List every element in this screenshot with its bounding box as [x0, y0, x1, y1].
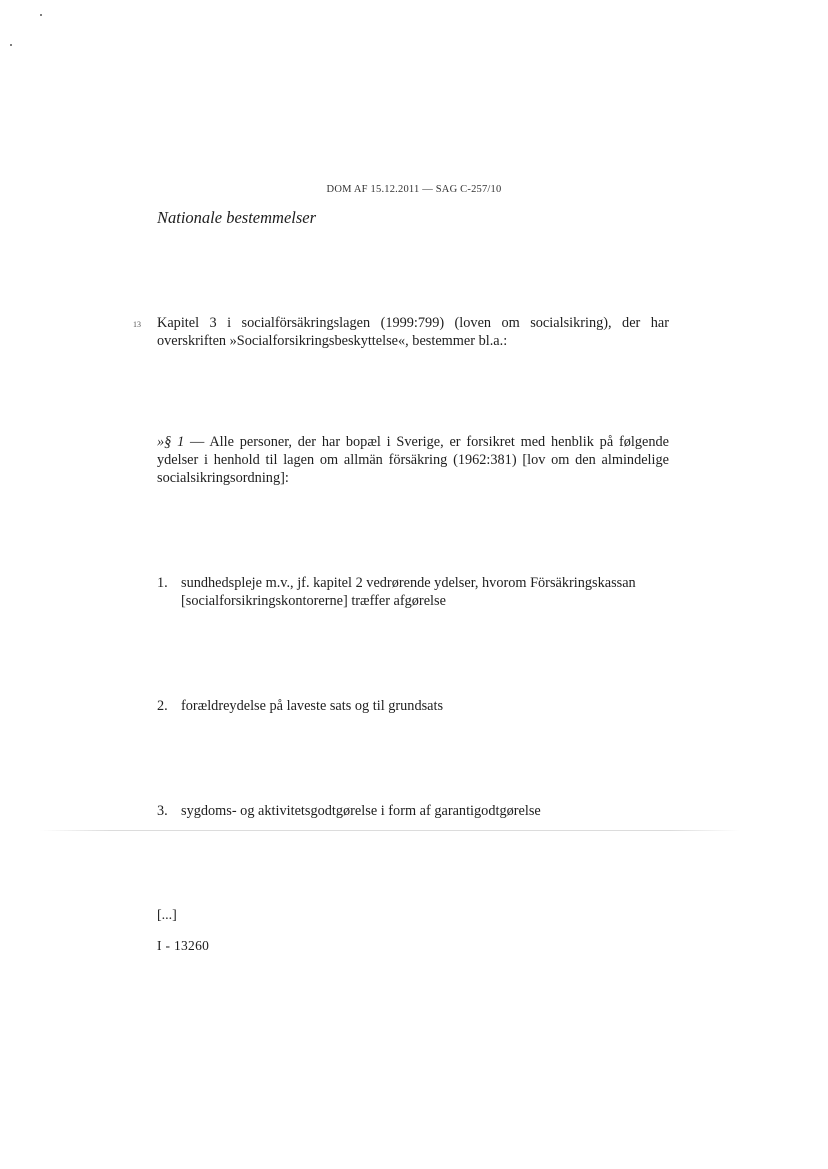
- list-item: [157, 802, 669, 820]
- running-header: DOM AF 15.12.2011 — SAG C-257/10: [326, 184, 502, 195]
- list-item-number: 2.: [157, 698, 168, 714]
- list-item-text: forældreydelse på laveste sats og til grundsats: [181, 698, 444, 714]
- scan-fold-line: [40, 830, 740, 831]
- quote-marker: »§ 1: [157, 434, 185, 450]
- list-item-text: sygdoms- og aktivitetsgodtgørelse i form af garantigodtgørelse: [181, 803, 541, 819]
- quote-text: — Alle personer, der har bopæl i Sverige, er forsikret med henblik på følgende ydelser i henhold til lagen om allmän försäkring (1962:381) [lov om den almindelige socialsikringsordning]:: [157, 434, 669, 486]
- paragraph-text: Kapitel 3 i socialförsäkringslagen (1999:799) (loven om socialsikring), der har overskriften »Socialforsikringsbeskyttelse«, bestemmer bl.a.:: [157, 315, 669, 349]
- list-item-text: sundhedspleje m.v., jf. kapitel 2 vedrørende ydelser, hvorom Försäkringskassan [socialforsikringskontorerne] træffer afgørelse: [181, 575, 636, 609]
- list-item-number: 3.: [157, 803, 168, 819]
- list-item-number: 1.: [157, 575, 168, 591]
- paragraph-number: 13: [133, 320, 141, 329]
- quoted-provision: [157, 433, 669, 487]
- list-item: [157, 574, 669, 610]
- section-heading: Nationale bestemmelser: [157, 208, 317, 227]
- scan-speck: [40, 14, 42, 16]
- page-number: I - 13260: [157, 938, 210, 953]
- list-item: [157, 697, 669, 715]
- omission-marker: [...]: [157, 908, 177, 923]
- scan-speck: [10, 44, 12, 46]
